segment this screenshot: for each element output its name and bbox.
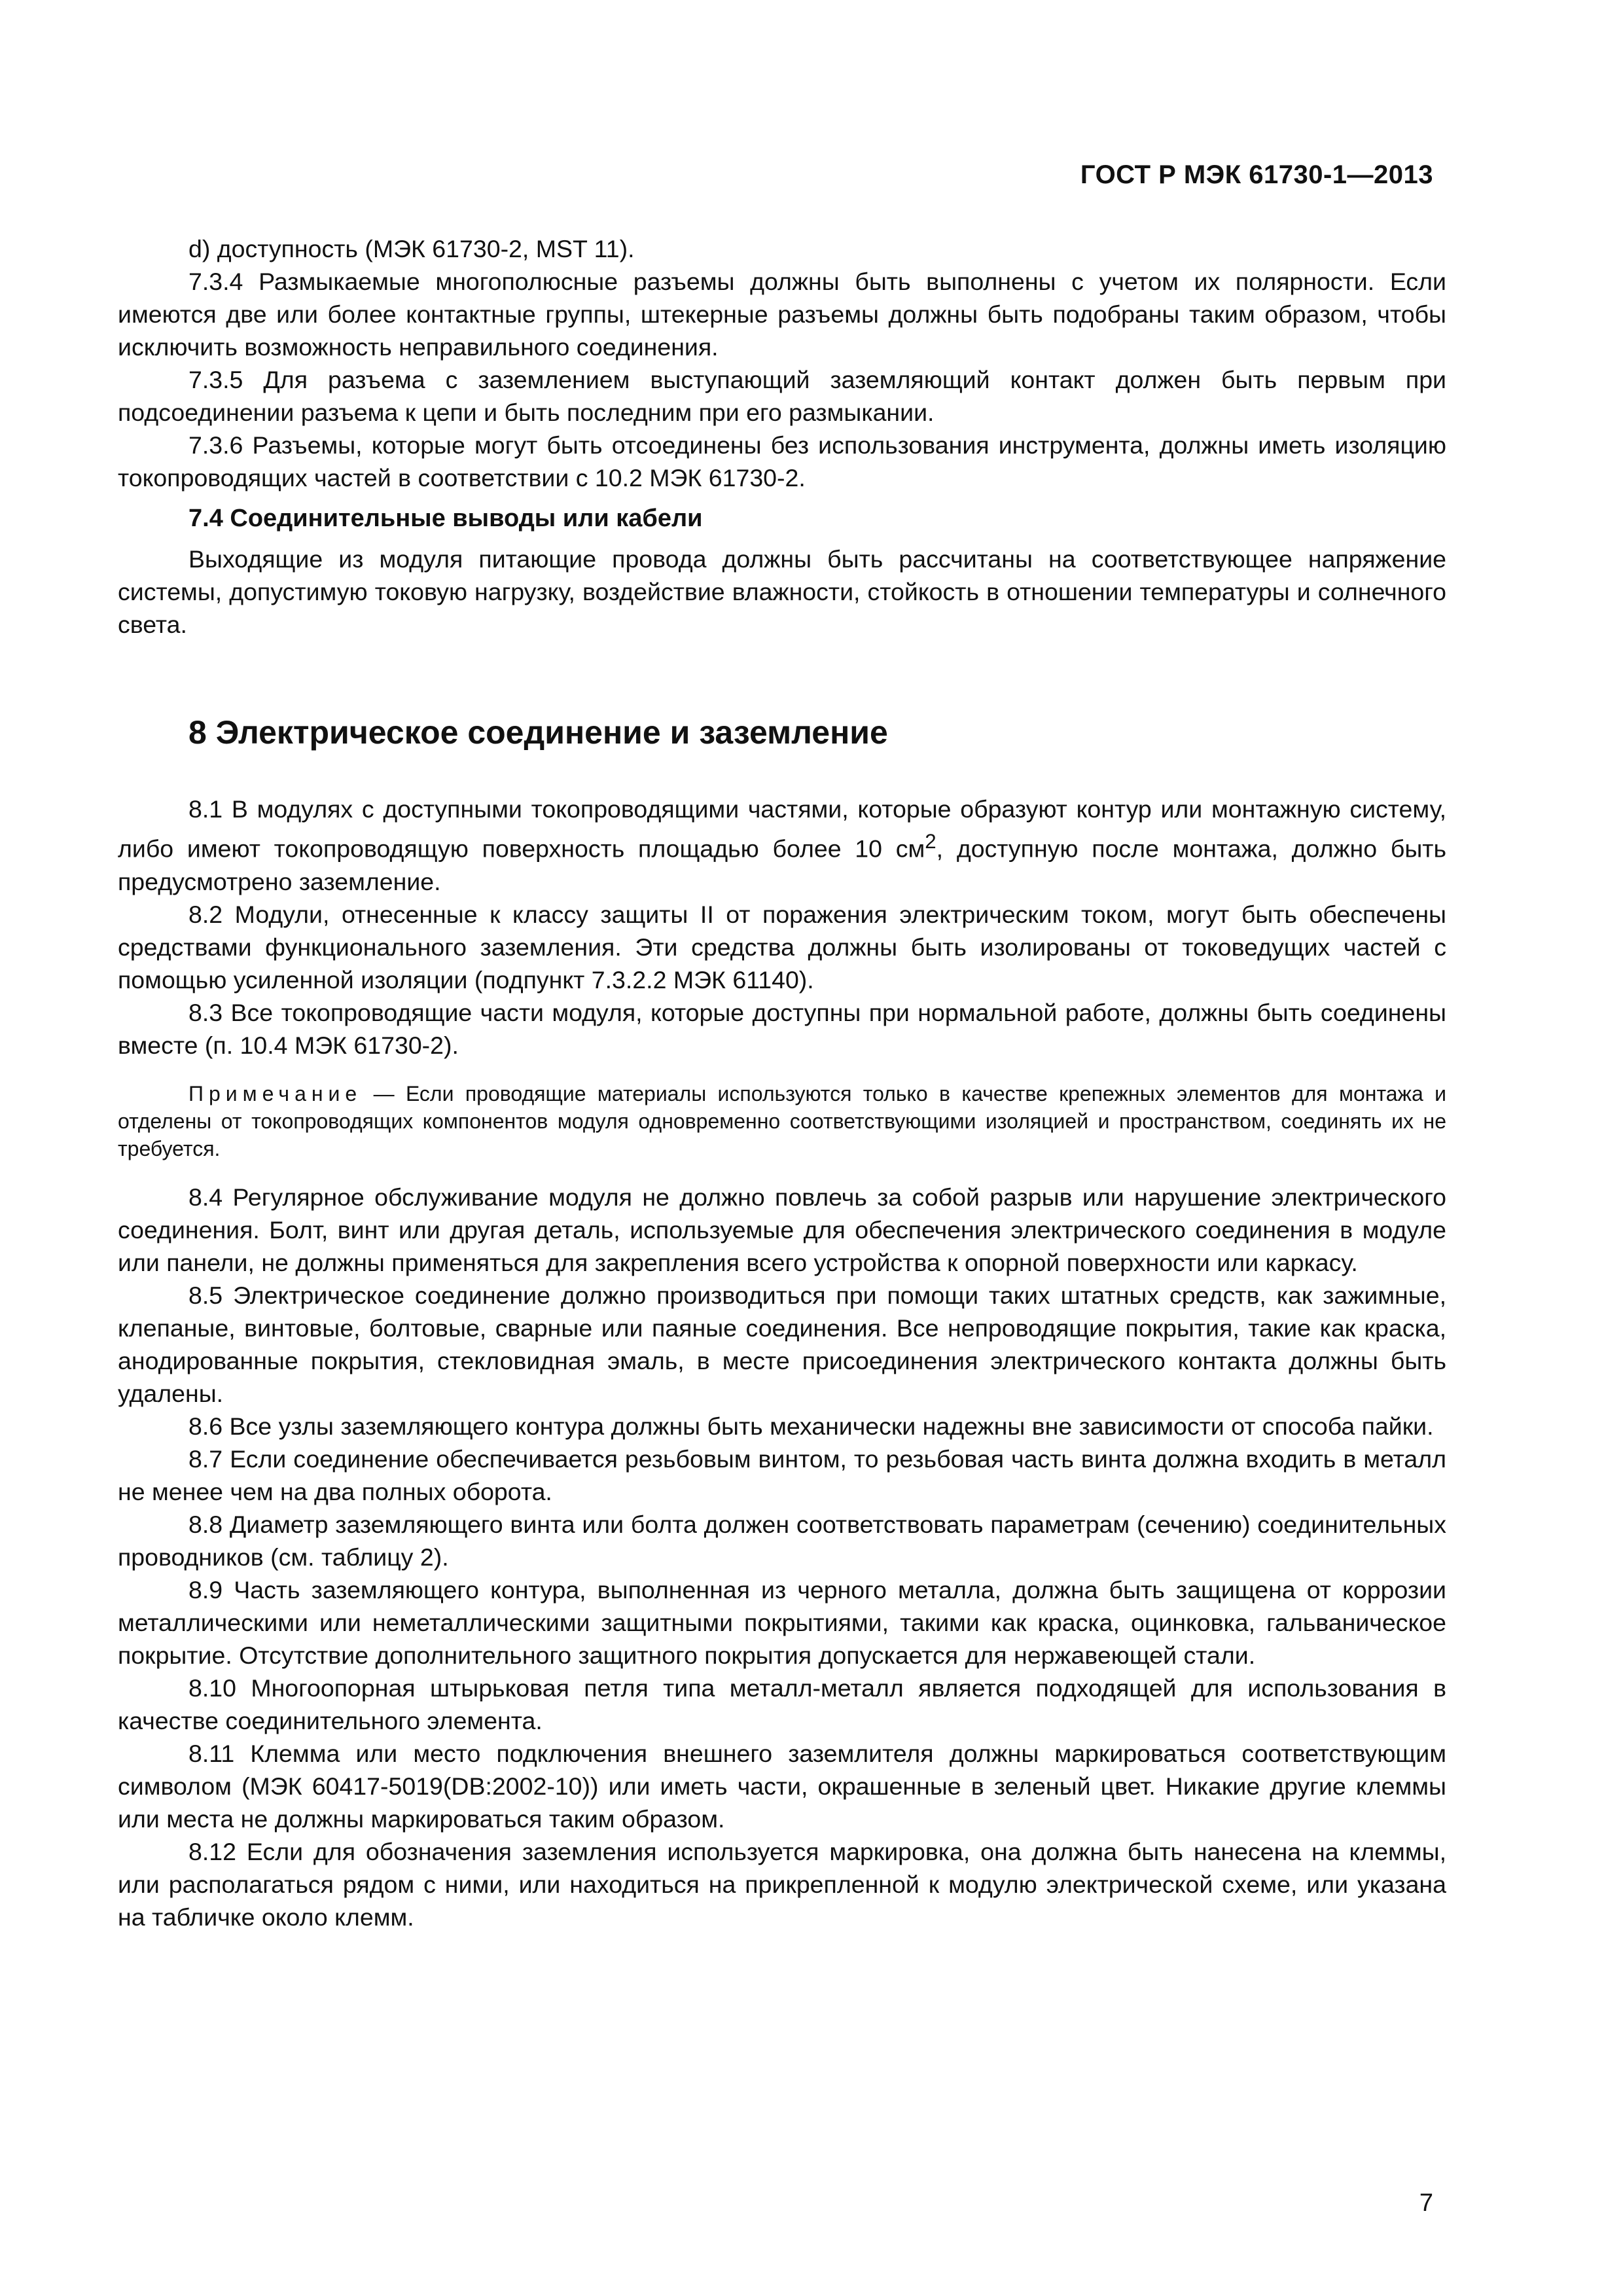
subsection-7-4-heading: 7.4 Соединительные выводы или кабели xyxy=(188,505,703,532)
section-8-heading: 8 Электрическое соединение и заземление xyxy=(188,714,888,751)
item-d-paragraph: d) доступность (МЭК 61730-2, MST 11). xyxy=(188,235,635,262)
paragraph-8-10: 8.10 Многоопорная штырьковая петля типа металл-металл является подходящей для использования в качестве соединительного элемента. xyxy=(118,1674,1446,1734)
standard-header: ГОСТ Р МЭК 61730-1—2013 xyxy=(1080,160,1433,189)
note-text: — Если проводящие материалы используются только в качестве крепежных элементов для монтажа и отделены от токопроводящих компонентов модуля одновременно соответствующими изоляцией и пространством, соединять их не требуется. xyxy=(118,1081,1446,1160)
paragraph-8-8: 8.8 Диаметр заземляющего винта или болта должен соответствовать параметрам (сечению) соединительных проводников (см. таблицу 2). xyxy=(118,1510,1446,1571)
paragraph-8-1-text-start: 8.1 В модулях с доступными токопроводящими частями, которые образуют контур или монтажную систему, либо имеют токопроводящую поверхность площадью более 10 см xyxy=(118,795,1446,863)
note-label: Примечание xyxy=(188,1081,363,1105)
paragraph-8-9: 8.9 Часть заземляющего контура, выполненная из черного металла, должна быть защищена от коррозии металлическими или неметаллическими защитными покрытиями, такими как краска, оцинковка, гальваническое покрытие. Отсутствие дополнительного защитного покрытия допускается для нержавеющей стали. xyxy=(118,1575,1446,1669)
paragraph-8-3: 8.3 Все токопроводящие части модуля, которые доступны при нормальной работе, должны быть соединены вместе (п. 10.4 МЭК 61730-2). xyxy=(118,998,1446,1059)
paragraph-8-12: 8.12 Если для обозначения заземления используется маркировка, она должна быть нанесена на клеммы, или располагаться рядом с ними, или находиться на прикрепленной к модулю электрической схеме, или указана на табличке около клемм. xyxy=(118,1837,1446,1931)
note xyxy=(118,1080,1446,1162)
paragraph-8-6: 8.6 Все узлы заземляющего контура должны быть механически надежны вне зависимости от способа пайки. xyxy=(188,1412,1434,1440)
paragraph-7-4: Выходящие из модуля питающие провода должны быть рассчитаны на соответствующее напряжение системы, допустимую токовую нагрузку, воздействие влажности, стойкость в отношении температуры и солнечного света. xyxy=(118,545,1446,638)
paragraph-8-1 xyxy=(118,793,1446,898)
paragraph-8-4: 8.4 Регулярное обслуживание модуля не должно повлечь за собой разрыв или нарушение электрического соединения. Болт, винт или другая деталь, используемые для обеспечения электрического соединения в модуле или панели, не должны применяться для закрепления всего устройства к опорной поверхности или каркасу. xyxy=(118,1183,1446,1276)
document-body xyxy=(118,232,1446,1933)
paragraph-8-5: 8.5 Электрическое соединение должно производиться при помощи таких штатных средств, как зажимные, клепаные, винтовые, болтовые, сварные или паяные соединения. Все непроводящие покрытия, такие как краска, анодированные покрытия, стекловидная эмаль, в месте присоединения электрического контакта должны быть удалены. xyxy=(118,1281,1446,1407)
paragraph-7-3-4: 7.3.4 Размыкаемые многополюсные разъемы должны быть выполнены с учетом их полярности. Если имеются две или более контактные группы, штекерные разъемы должны быть подобраны таким образом, чтобы исключить возможность неправильного соединения. xyxy=(118,268,1446,361)
page-number: 7 xyxy=(1419,2189,1433,2217)
superscript-2: 2 xyxy=(925,830,936,853)
paragraph-8-1-text-end: , доступную после монтажа, должно быть предусмотрено заземление. xyxy=(118,834,1446,895)
paragraph-7-3-6: 7.3.6 Разъемы, которые могут быть отсоединены без использования инструмента, должны иметь изоляцию токопроводящих частей в соответствии с 10.2 МЭК 61730-2. xyxy=(118,431,1446,492)
paragraph-8-7: 8.7 Если соединение обеспечивается резьбовым винтом, то резьбовая часть винта должна входить в металл не менее чем на два полных оборота. xyxy=(118,1444,1446,1505)
paragraph-8-11: 8.11 Клемма или место подключения внешнего заземлителя должны маркироваться соответствующим символом (МЭК 60417-5019(DB:2002-10)) или иметь части, окрашенные в зеленый цвет. Никакие другие клеммы или места не должны маркироваться таким образом. xyxy=(118,1739,1446,1833)
paragraph-7-3-5: 7.3.5 Для разъема с заземлением выступающий заземляющий контакт должен быть первым при подсоединении разъема к цепи и быть последним при его размыкании. xyxy=(118,366,1446,426)
paragraph-8-2: 8.2 Модули, отнесенные к классу защиты II от поражения электрическим током, могут быть обеспечены средствами функционального заземления. Эти средства должны быть изолированы от токоведущих частей с помощью усиленной изоляции (подпункт 7.3.2.2 МЭК 61140). xyxy=(118,900,1446,994)
